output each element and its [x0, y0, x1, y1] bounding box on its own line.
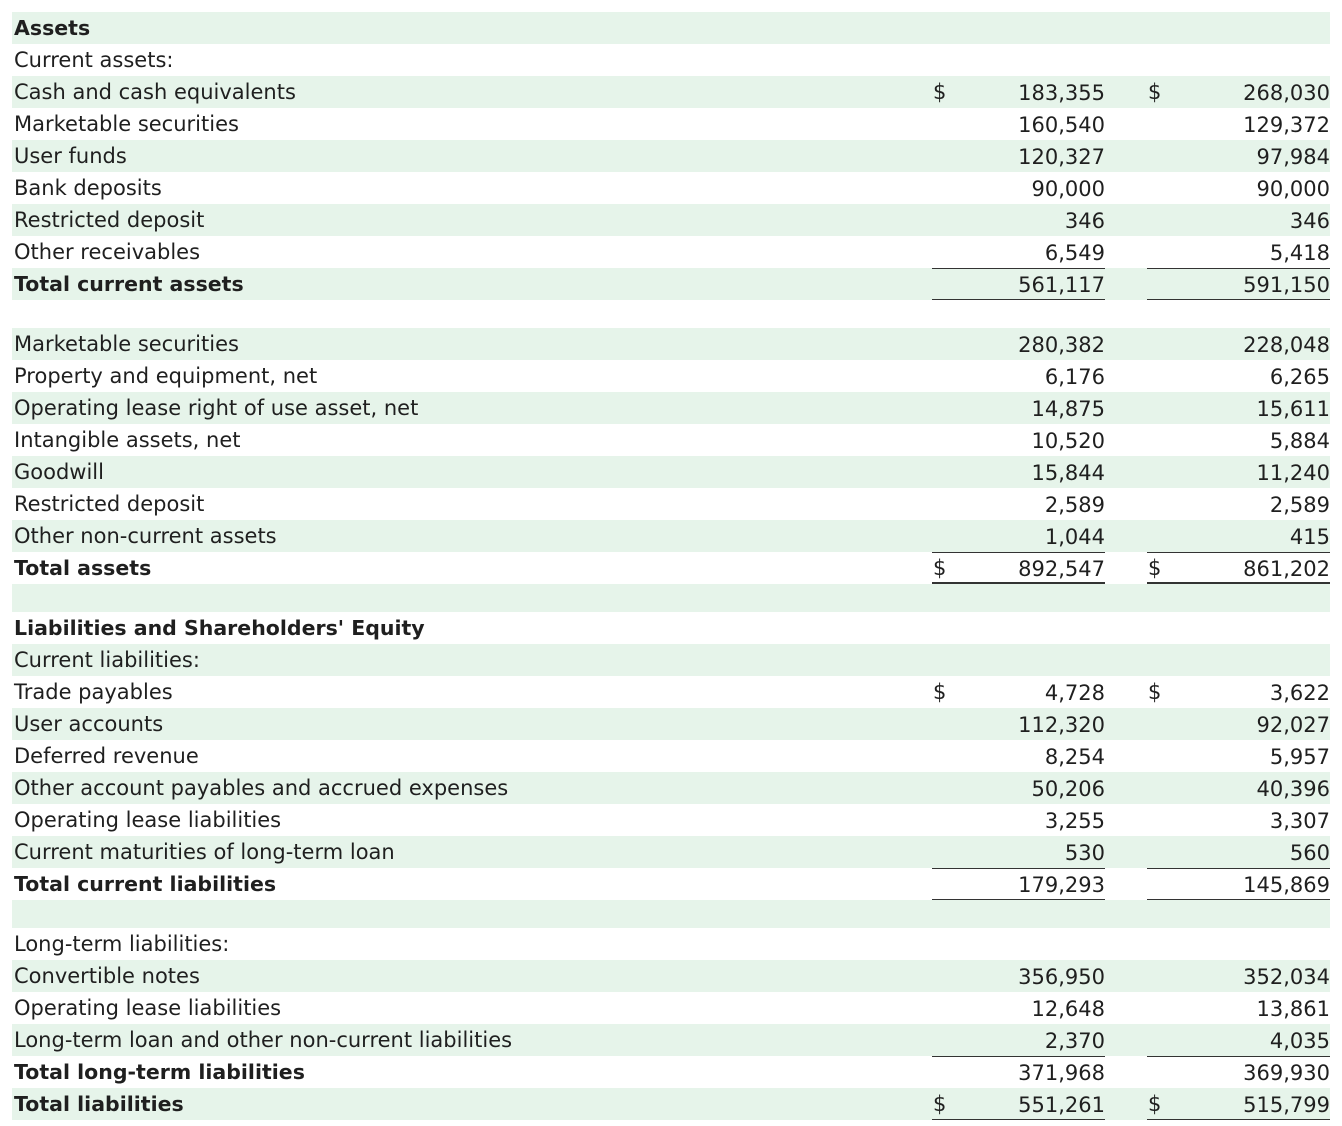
row-label: User funds — [14, 144, 127, 168]
value-col-1: 2,370 — [1044, 1029, 1105, 1053]
value-col-2: 90,000 — [1256, 177, 1330, 201]
value-col-1: 530 — [1064, 841, 1105, 865]
value-col-2: 591,150 — [1243, 273, 1330, 297]
total-rule — [1147, 868, 1330, 869]
table-row — [12, 172, 1330, 204]
value-col-1: 6,176 — [1044, 365, 1105, 389]
value-col-1: 10,520 — [1031, 429, 1105, 453]
value-col-2: 145,869 — [1243, 873, 1330, 897]
row-label: Assets — [14, 16, 91, 40]
value-col-2: 15,611 — [1256, 397, 1330, 421]
value-col-1: 15,844 — [1031, 461, 1105, 485]
table-row — [12, 456, 1330, 488]
value-col-1: 280,382 — [1018, 333, 1105, 357]
value-col-1: 50,206 — [1031, 777, 1105, 801]
total-row — [12, 1056, 1330, 1088]
value-col-2: 560 — [1289, 841, 1330, 865]
value-col-1: 160,540 — [1018, 113, 1105, 137]
spacer-row — [12, 900, 1330, 928]
total-row — [12, 1088, 1330, 1120]
value-col-1: 183,355 — [1018, 81, 1105, 105]
value-col-1: 356,950 — [1018, 965, 1105, 989]
dollar-sign: $ — [1148, 1092, 1162, 1116]
value-col-1: 14,875 — [1031, 397, 1105, 421]
total-row — [12, 868, 1330, 900]
row-label: Bank deposits — [14, 176, 162, 200]
row-label: Marketable securities — [14, 112, 239, 136]
value-col-2: 228,048 — [1243, 333, 1330, 357]
value-col-1: 551,261 — [1018, 1093, 1105, 1117]
row-label: Restricted deposit — [14, 208, 205, 232]
table-row — [12, 236, 1330, 268]
subsection-label-row — [12, 644, 1330, 676]
row-label: Deferred revenue — [14, 744, 199, 768]
row-label: Total current assets — [14, 272, 244, 296]
table-row — [12, 960, 1330, 992]
value-col-1: 179,293 — [1018, 873, 1105, 897]
spacer-row — [12, 584, 1330, 612]
total-rule — [932, 868, 1105, 869]
table-row — [12, 804, 1330, 836]
table-row — [12, 140, 1330, 172]
row-label: Intangible assets, net — [14, 428, 241, 452]
value-col-2: 97,984 — [1256, 145, 1330, 169]
value-col-1: 6,549 — [1044, 241, 1105, 265]
value-col-2: 5,884 — [1269, 429, 1330, 453]
value-col-2: 861,202 — [1243, 557, 1330, 581]
total-row — [12, 268, 1330, 300]
total-rule — [932, 268, 1105, 269]
table-row — [12, 772, 1330, 804]
balance-sheet-table — [12, 12, 1330, 1120]
value-col-1: 90,000 — [1031, 177, 1105, 201]
table-row — [12, 328, 1330, 360]
row-label: Current assets: — [14, 48, 174, 72]
dollar-sign: $ — [933, 1092, 947, 1116]
dollar-sign: $ — [1148, 680, 1162, 704]
total-rule — [932, 1056, 1105, 1057]
value-col-2: 6,265 — [1269, 365, 1330, 389]
spacer-row — [12, 300, 1330, 328]
table-row — [12, 392, 1330, 424]
row-label: Convertible notes — [14, 964, 200, 988]
row-label: Total current liabilities — [14, 872, 277, 896]
row-label: Total assets — [14, 556, 152, 580]
total-row — [12, 552, 1330, 584]
value-col-2: 3,622 — [1269, 681, 1330, 705]
value-col-2: 268,030 — [1243, 81, 1330, 105]
dollar-sign: $ — [933, 80, 947, 104]
total-rule — [1147, 268, 1330, 269]
value-col-2: 92,027 — [1256, 713, 1330, 737]
table-row — [12, 76, 1330, 108]
table-row — [12, 360, 1330, 392]
row-label: Other account payables and accrued expenses — [14, 776, 509, 800]
value-col-2: 3,307 — [1269, 809, 1330, 833]
row-label: Marketable securities — [14, 332, 239, 356]
dollar-sign: $ — [1148, 556, 1162, 580]
value-col-1: 12,648 — [1031, 997, 1105, 1021]
total-rule — [1147, 1056, 1330, 1057]
value-col-2: 515,799 — [1243, 1093, 1330, 1117]
row-label: Total liabilities — [14, 1092, 184, 1116]
value-col-2: 5,418 — [1269, 241, 1330, 265]
value-col-1: 112,320 — [1018, 713, 1105, 737]
table-row — [12, 488, 1330, 520]
table-row — [12, 740, 1330, 772]
total-underline — [1147, 1119, 1330, 1120]
value-col-2: 40,396 — [1256, 777, 1330, 801]
row-label: Trade payables — [14, 680, 173, 704]
value-col-1: 346 — [1064, 209, 1105, 233]
value-col-1: 8,254 — [1044, 745, 1105, 769]
dollar-sign: $ — [1148, 80, 1162, 104]
row-label: Restricted deposit — [14, 492, 205, 516]
row-label: Total long-term liabilities — [14, 1060, 305, 1084]
value-col-2: 346 — [1289, 209, 1330, 233]
value-col-2: 5,957 — [1269, 745, 1330, 769]
table-row — [12, 836, 1330, 868]
value-col-2: 2,589 — [1269, 493, 1330, 517]
row-label: Other receivables — [14, 240, 201, 264]
table-row — [12, 676, 1330, 708]
value-col-2: 369,930 — [1243, 1061, 1330, 1085]
section-header-row — [12, 612, 1330, 644]
value-col-1: 2,589 — [1044, 493, 1105, 517]
table-row — [12, 1024, 1330, 1056]
row-label: Other non-current assets — [14, 524, 277, 548]
value-col-2: 352,034 — [1243, 965, 1330, 989]
table-row — [12, 204, 1330, 236]
row-label: Current liabilities: — [14, 648, 200, 672]
table-row — [12, 708, 1330, 740]
row-label: Cash and cash equivalents — [14, 80, 296, 104]
table-row — [12, 108, 1330, 140]
row-label: Long-term liabilities: — [14, 932, 230, 956]
subsection-label-row — [12, 44, 1330, 76]
total-rule — [1147, 552, 1330, 553]
value-col-2: 4,035 — [1269, 1029, 1330, 1053]
value-col-2: 13,861 — [1256, 997, 1330, 1021]
value-col-1: 1,044 — [1044, 525, 1105, 549]
table-row — [12, 424, 1330, 456]
row-label: Long-term loan and other non-current liabilities — [14, 1028, 513, 1052]
total-underline — [932, 1119, 1105, 1120]
value-col-2: 129,372 — [1243, 113, 1330, 137]
row-label: Operating lease right of use asset, net — [14, 396, 419, 420]
value-col-2: 11,240 — [1256, 461, 1330, 485]
value-col-1: 371,968 — [1018, 1061, 1105, 1085]
table-row — [12, 520, 1330, 552]
row-label: Current maturities of long-term loan — [14, 840, 395, 864]
table-row — [12, 992, 1330, 1024]
value-col-1: 120,327 — [1018, 145, 1105, 169]
row-label: Goodwill — [14, 460, 104, 484]
value-col-1: 3,255 — [1044, 809, 1105, 833]
row-label: User accounts — [14, 712, 164, 736]
dollar-sign: $ — [933, 680, 947, 704]
subsection-label-row — [12, 928, 1330, 960]
row-label: Operating lease liabilities — [14, 808, 282, 832]
section-header-row — [12, 12, 1330, 44]
row-label: Operating lease liabilities — [14, 996, 282, 1020]
row-label: Liabilities and Shareholders' Equity — [14, 616, 425, 640]
row-label: Property and equipment, net — [14, 364, 318, 388]
value-col-1: 561,117 — [1018, 273, 1105, 297]
value-col-2: 415 — [1289, 525, 1330, 549]
value-col-1: 892,547 — [1018, 557, 1105, 581]
value-col-1: 4,728 — [1044, 681, 1105, 705]
total-rule — [932, 552, 1105, 553]
dollar-sign: $ — [933, 556, 947, 580]
